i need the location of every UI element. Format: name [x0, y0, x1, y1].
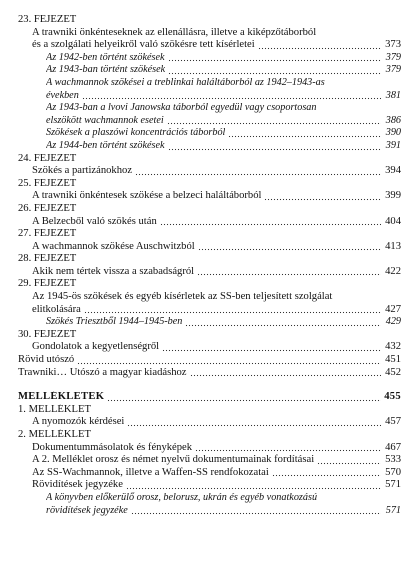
dot-leader: [77, 362, 381, 365]
toc-entry-title: Gondolatok a kegyetlenségről: [32, 341, 160, 353]
page-number: 571: [385, 479, 401, 491]
toc-entry-title: A nyomozók kérdései: [32, 416, 125, 428]
page-number: 429: [385, 316, 401, 328]
page-number: 570: [385, 466, 401, 478]
toc-entry-title: 23. FEJEZET: [18, 14, 77, 25]
dot-leader: [168, 148, 381, 151]
toc-heading: [18, 178, 401, 191]
dot-leader: [126, 487, 381, 490]
toc-entry-title: A wachmannok szökése Auschwitzból: [32, 240, 195, 252]
page-number: 379: [385, 51, 401, 63]
toc-entry-title: elszökött wachmannok esetei: [46, 114, 164, 126]
toc-entry: [18, 64, 401, 77]
toc-entry: [18, 479, 401, 492]
toc-entry: [18, 316, 401, 329]
page-number: 452: [385, 366, 401, 378]
toc-entry: [18, 190, 401, 203]
toc-entry-title: Dokumentummásolatok és fényképek: [32, 441, 193, 453]
toc-entry-title: A könyvben előkerülő orosz, belorusz, ukrán és egyéb vonatkozású: [46, 491, 318, 503]
page-number: 413: [385, 240, 401, 252]
dot-leader: [228, 135, 381, 138]
page-number: 386: [385, 114, 401, 126]
toc-heading: [18, 203, 401, 216]
toc-entry-title: 27. FEJEZET: [18, 228, 77, 240]
toc-entry-title: A 2. Melléklet orosz és német nyelvű dokumentumainak fordításai: [32, 454, 315, 466]
toc-entry: [18, 39, 401, 52]
toc-entry: [18, 266, 401, 279]
dot-leader: [197, 273, 381, 276]
toc-entry-title: Rövidítések jegyzéke: [32, 479, 123, 491]
toc-heading: [18, 404, 401, 417]
toc-entry-title: A trawniki önkéntesek szökése a belzeci haláltáborból: [32, 190, 262, 202]
dot-leader: [258, 47, 381, 50]
dot-leader: [185, 324, 381, 327]
page-number: 467: [385, 441, 401, 453]
dot-leader: [168, 72, 381, 75]
toc-entry-title: Trawniki… Utószó a magyar kiadáshoz: [18, 366, 187, 378]
toc-entry-title: Szökés a partizánokhoz: [32, 165, 133, 177]
dot-leader: [127, 424, 381, 427]
dot-leader: [131, 512, 381, 515]
page-number: 391: [385, 139, 401, 151]
toc-entry-title: 2. MELLÉKLET: [18, 429, 91, 440]
toc-entry-title: 30. FEJEZET: [18, 328, 77, 340]
dot-leader: [190, 374, 382, 377]
toc-entry: [18, 304, 401, 317]
toc-entry-title: Rövid utószó: [18, 354, 75, 366]
toc-entry-title: A trawniki önkénteseknek az ellenállásra, illetve a kiképzőtáborból: [32, 26, 317, 38]
toc-entry: [18, 416, 401, 429]
dot-leader: [82, 97, 381, 100]
toc-heading: [18, 278, 401, 291]
dot-leader: [167, 122, 381, 125]
dot-leader: [272, 474, 381, 477]
toc-entry: [18, 291, 401, 304]
dot-leader: [195, 449, 381, 452]
toc-entry: [18, 115, 401, 128]
toc-entry-title: 26. FEJEZET: [18, 202, 77, 214]
page-number: 373: [385, 39, 401, 51]
toc-entry: [18, 492, 401, 505]
toc-heading: [18, 253, 401, 266]
page-number: 404: [385, 215, 401, 227]
toc-entry: [18, 505, 401, 518]
toc-entry: [18, 127, 401, 140]
toc-entry-title: rövidítések jegyzéke: [46, 504, 128, 516]
toc-entry: [18, 77, 401, 90]
section-gap: [18, 379, 401, 391]
toc-entry: [18, 467, 401, 480]
toc-entry-title: Az SS-Wachmannok, illetve a Waffen-SS rendfokozatai: [32, 466, 269, 478]
toc-entry-title: Az 1943-ban a lvovi Janowska táborból egyedül vagy csoportosan: [46, 102, 317, 114]
table-of-contents: [18, 14, 401, 517]
toc-entry-title: 28. FEJEZET: [18, 253, 77, 265]
toc-entry: [18, 102, 401, 115]
toc-entry-title: A Belzecből való szökés után: [32, 215, 157, 227]
dot-leader: [264, 198, 381, 201]
toc-entry-title: Az 1944-ben történt szökések: [46, 139, 165, 151]
toc-entry: [18, 216, 401, 229]
page-number: 394: [385, 165, 401, 177]
toc-heading: [18, 153, 401, 166]
toc-heading: [18, 391, 401, 404]
page-number: 427: [385, 303, 401, 315]
toc-heading: [18, 329, 401, 342]
toc-heading: [18, 14, 401, 27]
toc-entry: [18, 52, 401, 65]
toc-entry-title: Szökések a plaszówi koncentrációs táborból: [46, 127, 226, 139]
toc-entry-title: Akik nem tértek vissza a szabadságról: [32, 265, 195, 277]
dot-leader: [317, 462, 381, 465]
toc-entry-title: 24. FEJEZET: [18, 152, 77, 164]
page-number: 451: [385, 354, 401, 366]
dot-leader: [198, 248, 381, 251]
toc-entry-title: elitkolására: [32, 303, 81, 315]
toc-entry-title: Az 1943-ban történt szökések: [46, 64, 166, 76]
toc-heading: [18, 429, 401, 442]
page-number: 457: [385, 416, 401, 428]
toc-entry-title: Az 1945-ös szökések és egyéb kísérletek az SS-ben teljesített szolgálat: [32, 291, 333, 303]
toc-entry: [18, 341, 401, 354]
page-number: 432: [385, 341, 401, 353]
toc-entry-title: 1. MELLÉKLET: [18, 403, 91, 415]
page-number: 399: [385, 190, 401, 202]
dot-leader: [162, 349, 381, 352]
toc-entry: [18, 165, 401, 178]
page-number: 379: [385, 64, 401, 76]
toc-entry: [18, 90, 401, 103]
toc-heading: [18, 354, 401, 367]
toc-heading: [18, 367, 401, 380]
toc-entry: [18, 454, 401, 467]
dot-leader: [160, 223, 381, 226]
dot-leader: [168, 59, 381, 62]
toc-entry-title: és a szolgálati helyeikről való szökésre tett kísérletei: [32, 39, 255, 51]
toc-entry-title: 25. FEJEZET: [18, 177, 77, 189]
toc-entry-title: Az 1942-ben történt szökések: [46, 51, 165, 63]
toc-entry: [18, 241, 401, 254]
page-number: 422: [385, 265, 401, 277]
page-number: 390: [385, 127, 401, 139]
page-number: 533: [385, 454, 401, 466]
toc-entry-title: A wachmannok szökései a treblinkai haláltáborból az 1942–1943-as: [46, 76, 325, 88]
dot-leader: [135, 173, 381, 176]
toc-entry-title: 29. FEJEZET: [18, 278, 77, 290]
toc-entry: [18, 442, 401, 455]
dot-leader: [84, 311, 381, 314]
toc-entry: [18, 140, 401, 153]
page-number: 455: [384, 391, 401, 403]
page-number: 381: [385, 89, 401, 101]
toc-entry-title: MELLÉKLETEK: [18, 391, 105, 403]
toc-entry-title: Szökés Triesztből 1944–1945-ben: [46, 316, 183, 328]
dot-leader: [107, 399, 381, 402]
toc-entry-title: években: [46, 89, 79, 101]
toc-entry: [18, 27, 401, 40]
page-number: 571: [385, 504, 401, 516]
toc-heading: [18, 228, 401, 241]
